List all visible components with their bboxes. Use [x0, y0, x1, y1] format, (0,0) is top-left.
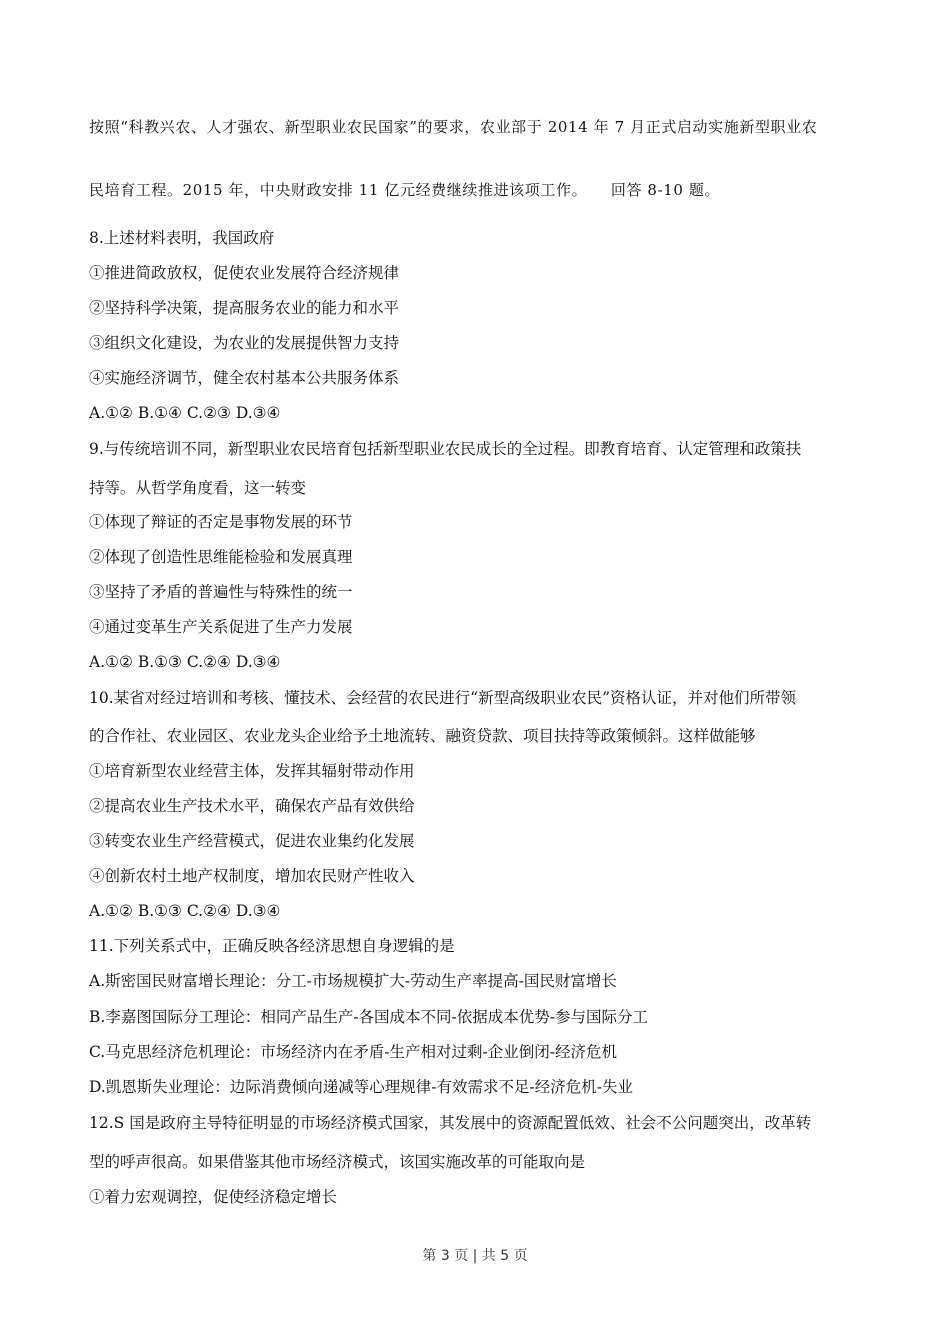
- question-9-item-4: ④通过变革生产关系促进了生产力发展: [89, 618, 353, 636]
- question-9-options: A.①② B.①③ C.②④ D.③④: [89, 653, 281, 671]
- question-10-item-3: ③转变农业生产经营模式，促进农业集约化发展: [89, 832, 415, 850]
- question-8-options: A.①② B.①④ C.②③ D.③④: [89, 404, 281, 422]
- page-number-footer: 第 3 页 | 共 5 页: [422, 1248, 528, 1264]
- question-9-item-1: ①体现了辩证的否定是事物发展的环节: [89, 513, 353, 531]
- question-10-item-4: ④创新农村土地产权制度，增加农民财产性收入: [89, 867, 415, 885]
- question-10-stem-2: 的合作社、农业园区、农业龙头企业给予土地流转、融资贷款、项目扶持等政策倾斜。这样做能够: [89, 727, 756, 745]
- question-10-options: A.①② B.①③ C.②④ D.③④: [89, 902, 281, 920]
- question-8-item-1: ①推进简政放权，促使农业发展符合经济规律: [89, 264, 400, 282]
- question-9-item-2: ②体现了创造性思维能检验和发展真理: [89, 548, 353, 566]
- question-11-option-a: A.斯密国民财富增长理论：分工-市场规模扩大-劳动生产率提高-国民财富增长: [89, 972, 617, 990]
- question-11-option-b: B.李嘉图国际分工理论：相同产品生产-各国成本不同-依据成本优势-参与国际分工: [89, 1008, 649, 1026]
- question-8-item-4: ④实施经济调节，健全农村基本公共服务体系: [89, 369, 400, 387]
- question-11-option-d: D.凯恩斯失业理论：边际消费倾向递减等心理规律-有效需求不足-经济危机-失业: [89, 1078, 634, 1096]
- question-10-item-1: ①培育新型农业经营主体，发挥其辐射带动作用: [89, 762, 415, 780]
- intro-line-2: 民培育工程。2015 年，中央财政安排 11 亿元经费继续推进该项工作。 回答 8-10 题。: [89, 181, 721, 199]
- question-9-stem-1: 9.与传统培训不同，新型职业农民培育包括新型职业农民成长的全过程。即教育培育、认定管理和政策扶: [89, 440, 802, 458]
- question-10-item-2: ②提高农业生产技术水平，确保农产品有效供给: [89, 797, 415, 815]
- question-12-item-1: ①着力宏观调控，促使经济稳定增长: [89, 1188, 338, 1206]
- question-10-stem-1: 10.某省对经过培训和考核、懂技术、会经营的农民进行“新型高级职业农民”资格认证，并对他们所带领: [89, 689, 797, 707]
- intro-line-1: 按照“科教兴农、人才强农、新型职业农民国家”的要求，农业部于 2014 年 7 月正式启动实施新型职业农: [89, 118, 818, 136]
- question-11-stem: 11.下列关系式中，正确反映各经济思想自身逻辑的是: [89, 937, 455, 955]
- question-12-stem-2: 型的呼声很高。如果借鉴其他市场经济模式，该国实施改革的可能取向是: [89, 1153, 586, 1171]
- question-8-item-3: ③组织文化建设，为农业的发展提供智力支持: [89, 334, 400, 352]
- question-9-stem-2: 持等。从哲学角度看，这一转变: [89, 479, 307, 497]
- question-8-item-2: ②坚持科学决策，提高服务农业的能力和水平: [89, 299, 400, 317]
- question-9-item-3: ③坚持了矛盾的普遍性与特殊性的统一: [89, 583, 353, 601]
- question-8-stem: 8.上述材料表明，我国政府: [89, 229, 275, 247]
- question-12-stem-1: 12.S 国是政府主导特征明显的市场经济模式国家，其发展中的资源配置低效、社会不公问题突出，改革转: [89, 1114, 812, 1132]
- question-11-option-c: C.马克思经济危机理论：市场经济内在矛盾-生产相对过剩-企业倒闭-经济危机: [89, 1043, 617, 1061]
